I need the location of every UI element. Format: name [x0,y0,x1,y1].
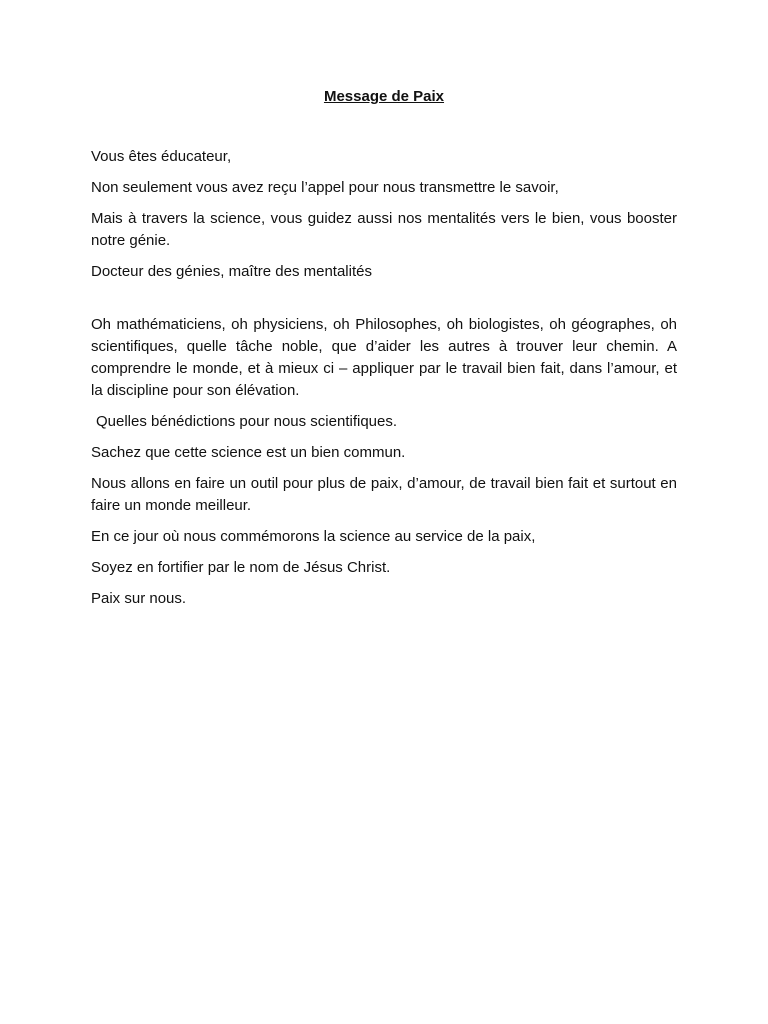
paragraph-11: Paix sur nous. [91,590,187,607]
paragraph-5: Oh mathématiciens, oh physiciens, oh Philosophes, oh biologistes, oh géographes, oh scientifiques, quelle tâche noble, que d’aider les autres à trouver leur chemin. A comprendre le monde, et à mieux ci – appliquer par le travail bien fait, dans l’amour, et la discipline pour son élévation. [91,316,677,399]
paragraph-8: Nous allons en faire un outil pour plus de paix, d’amour, de travail bien fait et surtout en faire un monde meilleur. [91,475,677,514]
paragraph-7: Sachez que cette science est un bien commun. [91,444,406,461]
paragraph-2: Non seulement vous avez reçu l’appel pour nous transmettre le savoir, [91,179,559,196]
paragraph-3: Mais à travers la science, vous guidez aussi nos mentalités vers le bien, vous booster notre génie. [91,210,677,249]
document-title: Message de Paix [323,88,445,105]
document-body [91,146,677,619]
paragraph-10: Soyez en fortifier par le nom de Jésus Christ. [91,559,391,576]
paragraph-4: Docteur des génies, maître des mentalités [91,263,372,280]
paragraph-9: En ce jour où nous commémorons la science au service de la paix, [91,528,536,545]
paragraph-6: Quelles bénédictions pour nous scientifiques. [96,413,398,430]
paragraph-1: Vous êtes éducateur, [91,148,232,165]
